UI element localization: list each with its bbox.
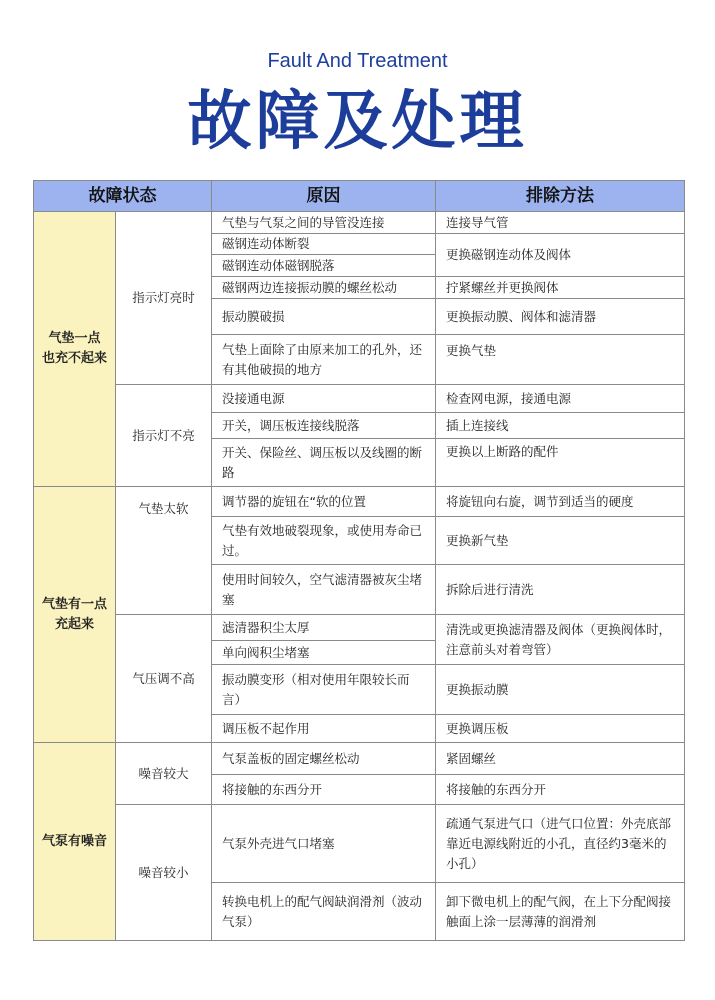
condition-cell: 指示灯不亮 bbox=[116, 385, 212, 487]
remedy-cell: 更换新气垫 bbox=[436, 517, 685, 565]
table-row bbox=[34, 385, 685, 413]
condition-cell: 气压调不高 bbox=[116, 615, 212, 743]
remedy-cell: 更换调压板 bbox=[436, 715, 685, 743]
condition-cell: 气垫太软 bbox=[116, 487, 212, 615]
fault-table bbox=[33, 180, 685, 941]
cause-cell: 开关、保险丝、调压板以及线圈的断路 bbox=[212, 439, 436, 487]
remedy-cell: 更换气垫 bbox=[436, 335, 685, 385]
remedy-cell: 更换磁钢连动体及阀体 bbox=[436, 234, 685, 277]
remedy-cell: 清洗或更换滤清器及阀体（更换阀体时，注意前头对着弯管） bbox=[436, 615, 685, 665]
cause-cell: 调压板不起作用 bbox=[212, 715, 436, 743]
page-title: 故障及处理 bbox=[187, 85, 528, 159]
cause-cell: 振动膜变形（相对使用年限较长而言） bbox=[212, 665, 436, 715]
cause-cell: 气垫与气泵之间的导管没连接 bbox=[212, 212, 436, 234]
fault-cell: 气泵有噪音 bbox=[34, 743, 116, 941]
remedy-cell: 将旋钮向右旋，调节到适当的硬度 bbox=[436, 487, 685, 517]
remedy-cell: 检查网电源，接通电源 bbox=[436, 385, 685, 413]
condition-cell: 噪音较小 bbox=[116, 805, 212, 941]
column-header-cause: 原因 bbox=[212, 181, 436, 212]
table-row bbox=[34, 805, 685, 883]
cause-cell: 气垫上面除了由原来加工的孔外，还有其他破损的地方 bbox=[212, 335, 436, 385]
fault-cell: 气垫一点 也充不起来 bbox=[34, 212, 116, 487]
cause-cell: 磁钢连动体磁钢脱落 bbox=[212, 255, 436, 277]
fault-cell: 气垫有一点 充起来 bbox=[34, 487, 116, 743]
cause-cell: 磁钢两边连接振动膜的螺丝松动 bbox=[212, 277, 436, 299]
cause-cell: 将接触的东西分开 bbox=[212, 775, 436, 805]
page-subtitle: Fault And Treatment bbox=[267, 50, 448, 72]
remedy-cell: 紧固螺丝 bbox=[436, 743, 685, 775]
cause-cell: 滤清器积尘太厚 bbox=[212, 615, 436, 641]
column-header-fault: 故障状态 bbox=[34, 181, 212, 212]
table-row bbox=[34, 615, 685, 641]
remedy-cell: 更换振动膜、阀体和滤清器 bbox=[436, 299, 685, 335]
remedy-cell: 拧紧螺丝并更换阀体 bbox=[436, 277, 685, 299]
remedy-cell: 疏通气泵进气口（进气口位置：外壳底部靠近电源线附近的小孔，直径约3毫米的小孔） bbox=[436, 805, 685, 883]
condition-cell: 指示灯亮时 bbox=[116, 212, 212, 385]
cause-cell: 使用时间较久，空气滤清器被灰尘堵塞 bbox=[212, 565, 436, 615]
remedy-cell: 连接导气管 bbox=[436, 212, 685, 234]
table-row bbox=[34, 487, 685, 517]
condition-cell: 噪音较大 bbox=[116, 743, 212, 805]
cause-cell: 单向阀积尘堵塞 bbox=[212, 641, 436, 665]
remedy-cell: 卸下微电机上的配气阀，在上下分配阀接触面上涂一层薄薄的润滑剂 bbox=[436, 883, 685, 941]
cause-cell: 气垫有效地破裂现象，或使用寿命已过。 bbox=[212, 517, 436, 565]
cause-cell: 没接通电源 bbox=[212, 385, 436, 413]
remedy-cell: 更换振动膜 bbox=[436, 665, 685, 715]
cause-cell: 转换电机上的配气阀缺润滑剂（波动气泵） bbox=[212, 883, 436, 941]
cause-cell: 气泵盖板的固定螺丝松动 bbox=[212, 743, 436, 775]
cause-cell: 磁钢连动体断裂 bbox=[212, 234, 436, 255]
table-row bbox=[34, 743, 685, 775]
table-row bbox=[34, 212, 685, 234]
remedy-cell: 将接触的东西分开 bbox=[436, 775, 685, 805]
column-header-remedy: 排除方法 bbox=[436, 181, 685, 212]
cause-cell: 气泵外壳进气口堵塞 bbox=[212, 805, 436, 883]
cause-cell: 振动膜破损 bbox=[212, 299, 436, 335]
remedy-cell: 更换以上断路的配件 bbox=[436, 439, 685, 487]
table-header-row bbox=[34, 181, 685, 212]
cause-cell: 调节器的旋钮在“软的位置 bbox=[212, 487, 436, 517]
remedy-cell: 插上连接线 bbox=[436, 413, 685, 439]
cause-cell: 开关，调压板连接线脱落 bbox=[212, 413, 436, 439]
remedy-cell: 拆除后进行清洗 bbox=[436, 565, 685, 615]
